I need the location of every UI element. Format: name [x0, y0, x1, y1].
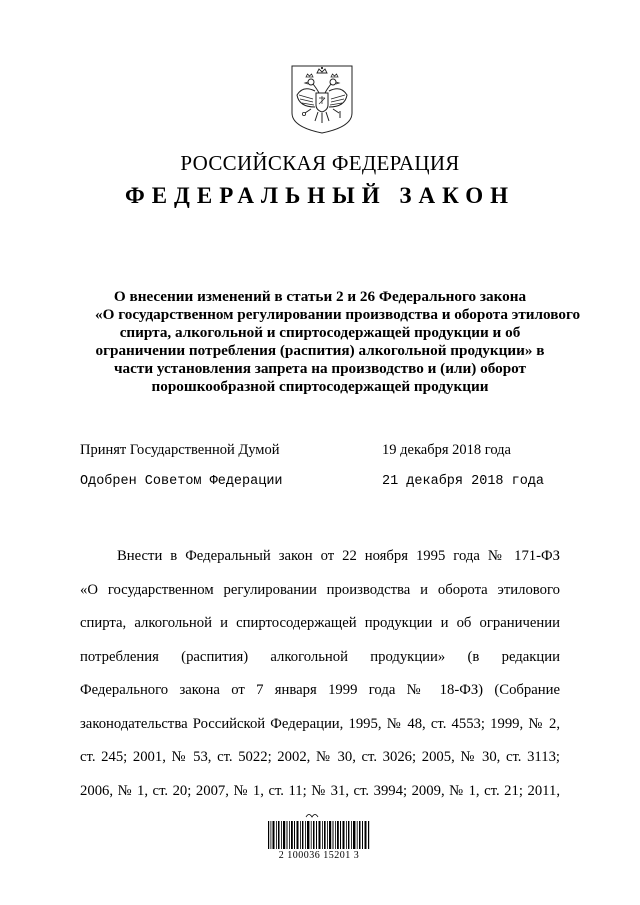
law-title-line: О внесении изменений в статьи 2 и 26 Федерального закона	[113, 288, 527, 305]
body-line: ст. 245; 2001, № 53, ст. 5022; 2002, № 30, ст. 3026; 2005, № 30, ст. 3113;	[80, 749, 560, 765]
law-title-line: спирта, алкогольной и спиртосодержащей продукции и об	[119, 324, 521, 341]
document-barcode	[266, 811, 372, 863]
body-line: Внести в Федеральный закон от 22 ноября 1995 года № 171-ФЗ	[117, 548, 560, 564]
barcode-icon	[266, 811, 372, 849]
duma-adoption-date: 19 декабря 2018 года	[382, 442, 511, 458]
body-line: потребления (распития) алкогольной продукции» (в редакции	[80, 648, 560, 665]
law-title-line: ограничении потребления (распития) алкогольной продукции» в	[95, 342, 545, 359]
law-title-line: «О государственном регулировании производства и оборота этилового	[95, 306, 581, 323]
body-line: 2006, № 1, ст. 20; 2007, № 1, ст. 11; № 31, ст. 3994; 2009, № 1, ст. 21; 2011,	[80, 782, 560, 799]
law-title-line: части установления запрета на производство и (или) оборот	[113, 360, 526, 377]
body-line: «О государственном регулировании производства и оборота этилового	[80, 581, 560, 598]
document-type: ФЕДЕРАЛЬНЫЙ ЗАКОН	[124, 183, 516, 208]
coat-of-arms-icon	[289, 63, 355, 135]
body-line: Федерального закона от 7 января 1999 года № 18-ФЗ) (Собрание	[80, 682, 560, 698]
duma-adoption-label: Принят Государственной Думой	[80, 442, 280, 458]
law-title	[95, 288, 581, 396]
law-title-line: порошкообразной спиртосодержащей продукции	[151, 378, 489, 395]
law-body-text	[80, 540, 560, 808]
country-name: РОССИЙСКАЯ ФЕДЕРАЦИЯ	[180, 151, 460, 175]
body-line: законодательства Российской Федерации, 1995, № 48, ст. 4553; 1999, № 2,	[80, 715, 560, 732]
body-line: спирта, алкогольной и спиртосодержащей продукции и об ограничении	[80, 615, 560, 631]
council-approval-label: Одобрен Советом Федерации	[80, 474, 283, 489]
council-approval-date: 21 декабря 2018 года	[382, 474, 545, 489]
barcode-number: 2 100036 15201 3	[278, 850, 360, 861]
